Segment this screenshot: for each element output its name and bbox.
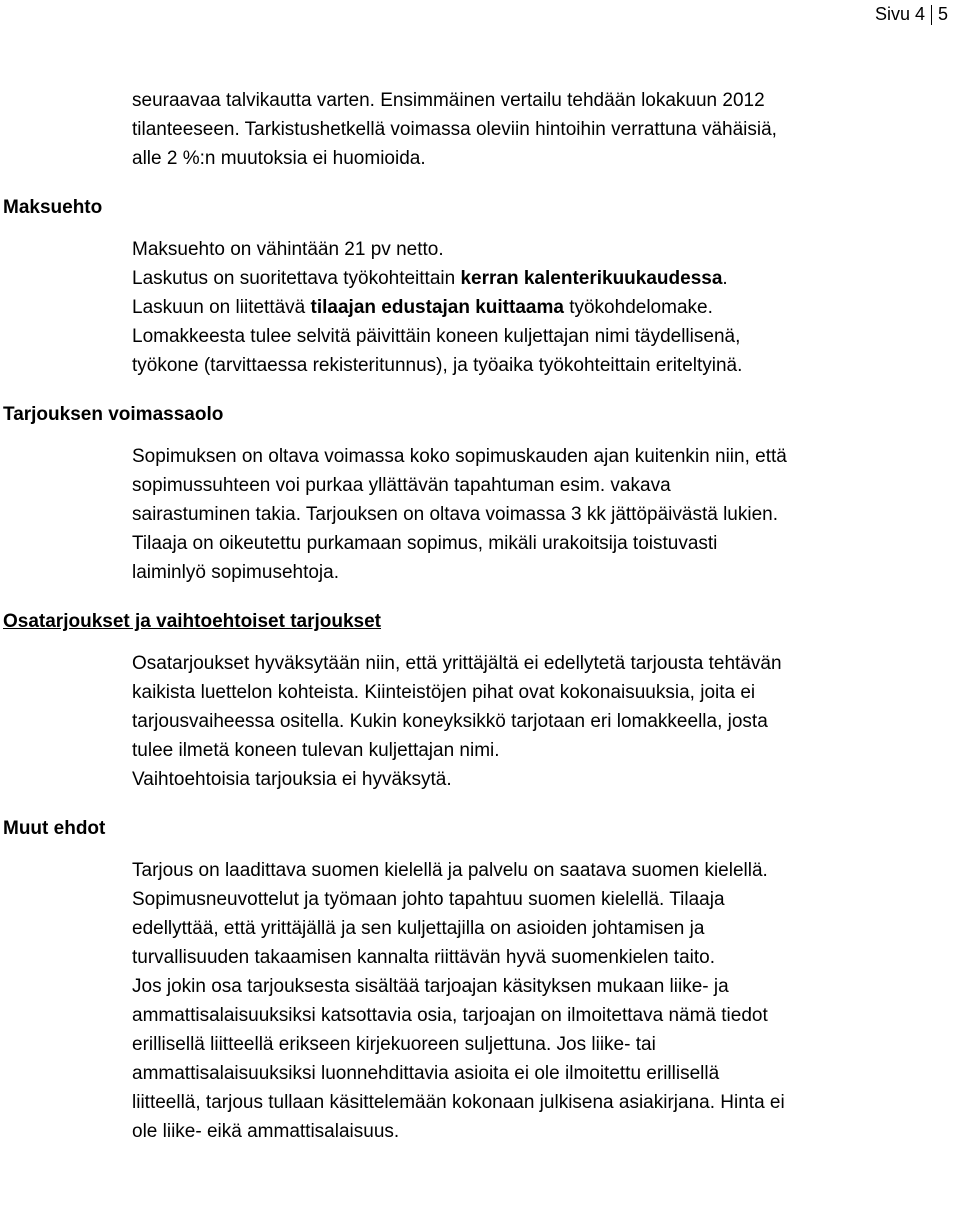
- maksuehto-line: Lomakkeesta tulee selvitä päivittäin koneen kuljettajan nimi täydellisenä,: [132, 326, 741, 347]
- osatarjoukset-line: kaikista luettelon kohteista. Kiinteistöjen pihat ovat kokonaisuuksia, joita ei: [132, 682, 756, 703]
- osatarjoukset-line: tarjousvaiheessa ositella. Kukin koneyksikkö tarjotaan eri lomakkeella, josta: [132, 711, 768, 732]
- muut-ehdot-line: liitteellä, tarjous tullaan käsittelemään kokonaan julkisena asiakirjana. Hinta ei: [132, 1092, 785, 1113]
- osatarjoukset-section: [0, 649, 960, 794]
- intro-line: tilanteeseen. Tarkistushetkellä voimassa oleviin hintoihin verrattuna vähäisiä,: [132, 119, 777, 140]
- page-number-current: 4: [914, 4, 925, 24]
- muut-ehdot-line: Sopimusneuvottelut ja työmaan johto tapahtuu suomen kielellä. Tilaaja: [132, 889, 725, 910]
- page-number-separator: [931, 5, 932, 25]
- intro-paragraph: [0, 86, 960, 173]
- muut-ehdot-line: erillisellä liitteellä erikseen kirjekuoreen suljettuna. Jos liike- tai: [132, 1034, 656, 1055]
- voimassaolo-line: Sopimuksen on oltava voimassa koko sopimuskauden ajan kuitenkin niin, että: [132, 446, 787, 467]
- voimassaolo-line: Tilaaja on oikeutettu purkamaan sopimus, mikäli urakoitsija toistuvasti: [132, 533, 718, 554]
- muut-ehdot-heading: Muut ehdot: [3, 818, 106, 839]
- intro-line: seuraavaa talvikautta varten. Ensimmäinen vertailu tehdään lokakuun 2012: [132, 90, 765, 111]
- maksuehto-line: Laskuun on liitettävä tilaajan edustajan kuittaama työkohdelomake.: [132, 297, 713, 318]
- voimassaolo-line: sairastuminen takia. Tarjouksen on oltava voimassa 3 kk jättöpäivästä lukien.: [132, 504, 778, 525]
- maksuehto-line: Maksuehto on vähintään 21 pv netto.: [132, 239, 444, 260]
- voimassaolo-line: laiminlyö sopimusehtoja.: [132, 562, 339, 583]
- intro-line: alle 2 %:n muutoksia ei huomioida.: [132, 148, 426, 169]
- muut-ehdot-line: ole liike- eikä ammattisalaisuus.: [132, 1121, 400, 1142]
- maksuehto-line: Laskutus on suoritettava työkohteittain kerran kalenterikuukaudessa.: [132, 268, 728, 289]
- document-body: [0, 86, 960, 1146]
- osatarjoukset-line: Osatarjoukset hyväksytään niin, että yrittäjältä ei edellytetä tarjousta tehtävän: [132, 653, 782, 674]
- emphasis-text: kerran kalenterikuukaudessa: [460, 268, 723, 289]
- osatarjoukset-heading: Osatarjoukset ja vaihtoehtoiset tarjoukset: [3, 611, 382, 632]
- muut-ehdot-line: Jos jokin osa tarjouksesta sisältää tarjoajan käsityksen mukaan liike- ja: [132, 976, 729, 997]
- page-number-prefix: Sivu: [874, 4, 910, 24]
- voimassaolo-line: sopimussuhteen voi purkaa yllättävän tapahtuman esim. vakava: [132, 475, 671, 496]
- osatarjoukset-line: Vaihtoehtoisia tarjouksia ei hyväksytä.: [132, 769, 452, 790]
- voimassaolo-section: [0, 442, 960, 587]
- emphasis-text: tilaajan edustajan kuittaama: [310, 297, 564, 318]
- muut-ehdot-line: turvallisuuden takaamisen kannalta riittävän hyvä suomenkielen taito.: [132, 947, 715, 968]
- page-number-total: 5: [937, 4, 948, 24]
- maksuehto-section: [0, 235, 960, 380]
- page-number: [875, 4, 948, 25]
- voimassaolo-heading: Tarjouksen voimassaolo: [3, 404, 224, 425]
- muut-ehdot-section: [0, 856, 960, 1146]
- muut-ehdot-line: edellyttää, että yrittäjällä ja sen kuljettajilla on asioiden johtamisen ja: [132, 918, 705, 939]
- muut-ehdot-line: ammattisalaisuuksiksi katsottavia osia, tarjoajan on ilmoitettava nämä tiedot: [132, 1005, 768, 1026]
- muut-ehdot-line: Tarjous on laadittava suomen kielellä ja palvelu on saatava suomen kielellä.: [132, 860, 768, 881]
- osatarjoukset-line: tulee ilmetä koneen tulevan kuljettajan nimi.: [132, 740, 500, 761]
- maksuehto-heading: Maksuehto: [3, 197, 103, 218]
- muut-ehdot-line: ammattisalaisuuksiksi luonnehdittavia asioita ei ole ilmoitettu erillisellä: [132, 1063, 720, 1084]
- maksuehto-line: työkone (tarvittaessa rekisteritunnus), ja työaika työkohteittain eriteltyinä.: [132, 355, 743, 376]
